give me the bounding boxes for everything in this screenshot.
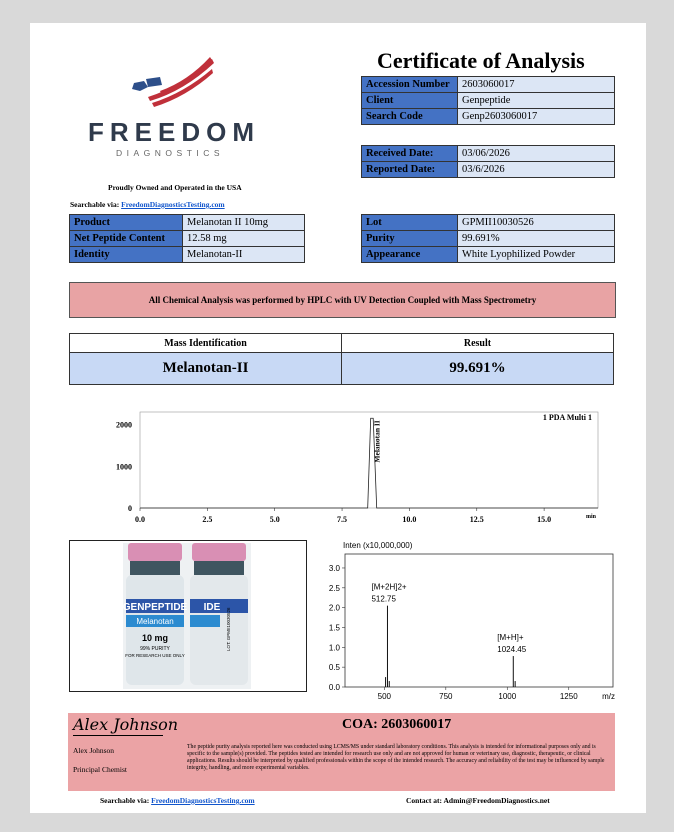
y-tick-label: 2000 bbox=[116, 420, 132, 430]
value-cell: White Lyophilized Powder bbox=[458, 247, 615, 263]
x-axis-label: m/z bbox=[602, 692, 615, 701]
table-row bbox=[69, 353, 614, 385]
y-tick-label: 3.0 bbox=[328, 563, 340, 573]
table-row bbox=[362, 77, 615, 93]
key-cell: Search Code bbox=[362, 109, 458, 125]
mass-header: Mass Identification bbox=[70, 334, 342, 352]
footer-searchable bbox=[100, 796, 255, 805]
x-tick-label: 750 bbox=[439, 692, 453, 701]
accession-table bbox=[361, 76, 615, 125]
y-tick-label: 1.5 bbox=[328, 623, 340, 633]
table-row bbox=[362, 93, 615, 109]
x-tick-label: 5.0 bbox=[269, 515, 280, 524]
logo-wordmark: FREEDOM bbox=[88, 117, 260, 147]
x-tick-label: 2.5 bbox=[202, 515, 213, 524]
x-tick-label: 1000 bbox=[498, 692, 517, 701]
value-cell: 03/06/2026 bbox=[458, 146, 615, 162]
key-cell: Identity bbox=[70, 247, 183, 263]
table-row bbox=[362, 162, 615, 178]
value-cell: Genpeptide bbox=[458, 93, 615, 109]
searchable-line bbox=[70, 200, 225, 209]
x-tick-label: 0.0 bbox=[135, 515, 145, 524]
dates-table bbox=[361, 145, 615, 178]
signature-script: Alex Johnson bbox=[73, 715, 179, 734]
key-cell: Received Date: bbox=[362, 146, 458, 162]
signature-panel bbox=[68, 713, 615, 791]
value-cell: 2603060017 bbox=[458, 77, 615, 93]
searchable-link[interactable]: FreedomDiagnosticsTesting.com bbox=[121, 200, 225, 209]
y-tick-label: 0.0 bbox=[328, 683, 340, 692]
hplc-chromatogram bbox=[92, 406, 606, 528]
x-tick-label: 1250 bbox=[559, 692, 578, 701]
key-cell: Purity bbox=[362, 231, 458, 247]
vial2-brand: IDE bbox=[203, 602, 221, 613]
table-row bbox=[70, 215, 305, 231]
chemist-role: Principal Chemist bbox=[73, 765, 127, 774]
lot-table bbox=[361, 214, 615, 263]
value-cell: 99.691% bbox=[458, 231, 615, 247]
mass-identification-table bbox=[69, 333, 614, 385]
logo-subtitle: DIAGNOSTICS bbox=[116, 148, 225, 158]
footer-search-link[interactable]: FreedomDiagnosticsTesting.com bbox=[151, 796, 255, 805]
peak-value: 512.75 bbox=[371, 594, 396, 604]
y-tick-label: 2.5 bbox=[328, 583, 340, 593]
key-cell: Product bbox=[70, 215, 183, 231]
flag-swoosh-logo bbox=[130, 57, 220, 107]
vial-brand: GENPEPTIDE bbox=[122, 602, 188, 613]
peak-value: 1024.45 bbox=[497, 645, 527, 655]
signature-line bbox=[73, 735, 163, 736]
coa-number: COA: 2603060017 bbox=[342, 717, 452, 732]
table-row bbox=[362, 215, 615, 231]
y-tick-label: 0 bbox=[128, 504, 132, 513]
owned-tagline: Proudly Owned and Operated in the USA bbox=[108, 183, 242, 192]
y-axis-label: Inten (x10,000,000) bbox=[343, 541, 413, 550]
value-cell: 12.58 mg bbox=[183, 231, 305, 247]
footer-contact: Contact at: Admin@FreedomDiagnostics.net bbox=[406, 796, 550, 805]
table-header bbox=[69, 333, 614, 353]
table-row bbox=[362, 146, 615, 162]
table-row bbox=[362, 109, 615, 125]
x-tick-label: 7.5 bbox=[337, 515, 348, 524]
x-tick-label: 500 bbox=[377, 692, 392, 701]
value-cell: Melanotan II 10mg bbox=[183, 215, 305, 231]
certificate-page bbox=[30, 23, 646, 813]
vial-product: Melanotan bbox=[136, 617, 174, 626]
mass-spectrum bbox=[315, 536, 620, 701]
vial-photo bbox=[69, 540, 307, 692]
y-tick-label: 2.0 bbox=[328, 603, 340, 613]
vial2-lot: LOT: GPMII10030526 bbox=[226, 607, 231, 651]
y-tick-label: 0.5 bbox=[328, 663, 340, 673]
y-tick-label: 1.0 bbox=[328, 643, 340, 653]
value-cell: Genp2603060017 bbox=[458, 109, 615, 125]
table-row bbox=[70, 231, 305, 247]
vial-dose: 10 mg bbox=[141, 633, 169, 643]
x-tick-label: 12.5 bbox=[469, 515, 484, 524]
disclaimer-text: The peptide purity analysis reported here was conducted using LCMS/MS under standard laboratory conditions. This analysis is intended for informational purposes only and is specific to the sample(s) provided. The peptides tested are intended for research use only and are not approved for human or veterinary use, diagnostic, therapeutic, or clinical applications. Results should be interpreted by qualified professionals within the scope of the intended research. The accuracy and reliability of the test may be influenced by sample integrity, handling, and more experimental variables. bbox=[187, 744, 605, 771]
method-banner: All Chemical Analysis was performed by HPLC with UV Detection Coupled with Mass Spectrometry bbox=[69, 282, 616, 318]
vial-purity: 99% PURITY bbox=[140, 646, 170, 652]
chromatogram-line bbox=[140, 418, 598, 508]
value-cell: GPMII10030526 bbox=[458, 215, 615, 231]
footer-search-label: Searchable via: bbox=[100, 796, 152, 805]
x-tick-label: 15.0 bbox=[537, 515, 552, 524]
peak-label: [M+2H]2+ bbox=[371, 582, 407, 592]
vial-image bbox=[70, 541, 306, 691]
value-cell: Melanotan-II bbox=[183, 247, 305, 263]
searchable-label: Searchable via: bbox=[70, 200, 122, 209]
x-axis-label: min bbox=[585, 514, 596, 520]
chemist-name: Alex Johnson bbox=[73, 746, 115, 755]
product-table bbox=[69, 214, 305, 263]
peak-label: Melanotan II bbox=[372, 420, 382, 463]
key-cell: Lot bbox=[362, 215, 458, 231]
value-cell: 03/6/2026 bbox=[458, 162, 615, 178]
key-cell: Client bbox=[362, 93, 458, 109]
vial-note: FOR RESEARCH USE ONLY bbox=[125, 653, 185, 658]
peak-label: [M+H]+ bbox=[497, 633, 524, 643]
key-cell: Net Peptide Content bbox=[70, 231, 183, 247]
key-cell: Appearance bbox=[362, 247, 458, 263]
chart-title: 1 PDA Multi 1 bbox=[542, 413, 592, 422]
plot-frame bbox=[345, 554, 613, 687]
key-cell: Reported Date: bbox=[362, 162, 458, 178]
y-tick-label: 1000 bbox=[116, 462, 132, 472]
table-row bbox=[362, 247, 615, 263]
page-title: Certificate of Analysis bbox=[377, 48, 585, 73]
table-row bbox=[70, 247, 305, 263]
mass-value: Melanotan-II bbox=[70, 353, 342, 384]
x-tick-label: 10.0 bbox=[402, 515, 417, 524]
key-cell: Accession Number bbox=[362, 77, 458, 93]
table-row bbox=[362, 231, 615, 247]
result-value: 99.691% bbox=[449, 360, 506, 376]
result-header: Result bbox=[463, 337, 492, 349]
